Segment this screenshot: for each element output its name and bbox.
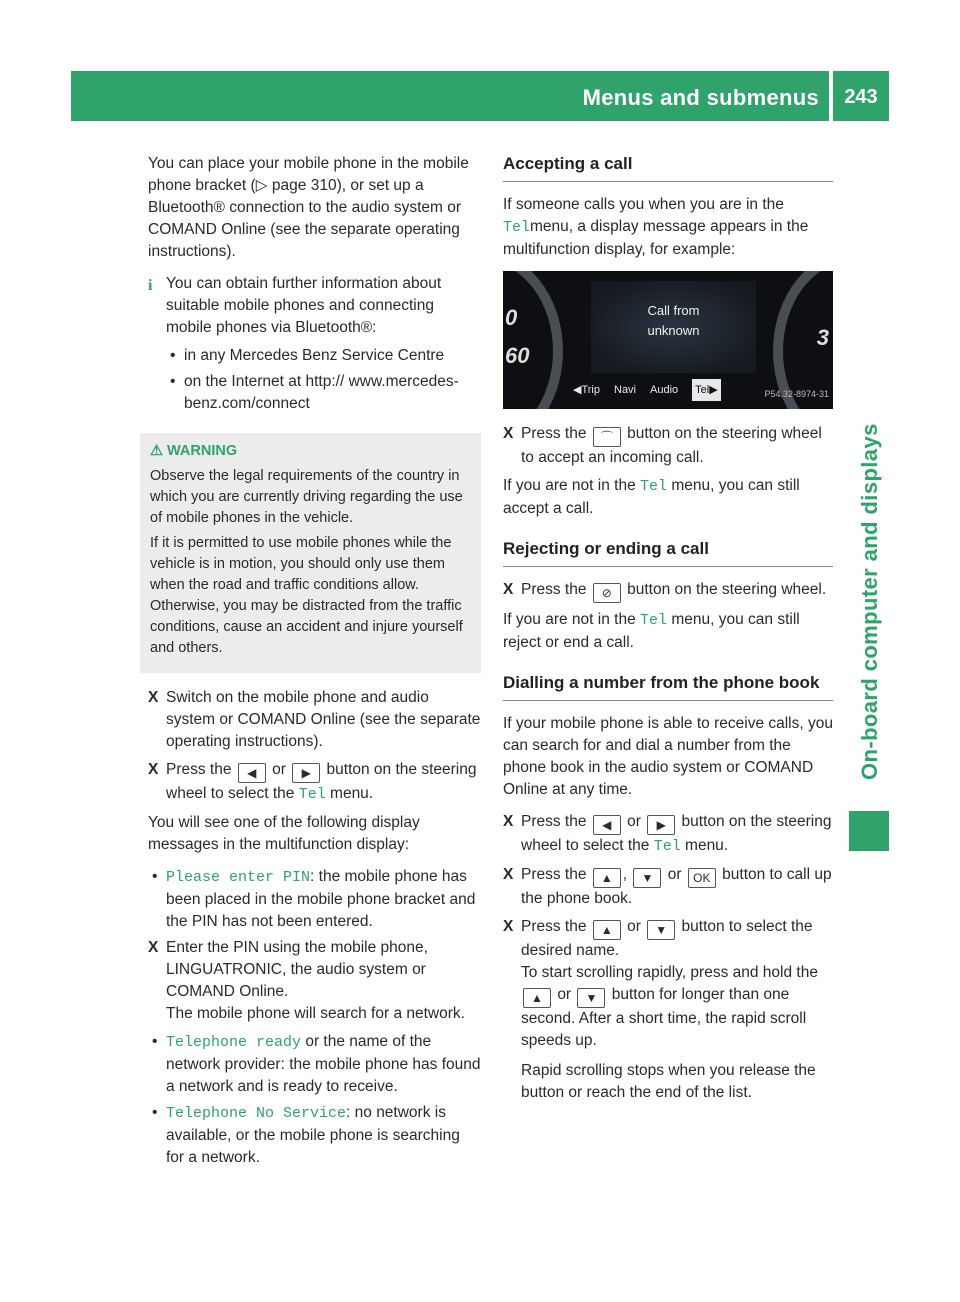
up-arrow-key-icon: ▲	[593, 868, 621, 888]
tel-menu-label: Tel	[653, 838, 681, 855]
info-bullet: • in any Mercedes Benz Service Centre	[166, 345, 481, 367]
text: If you are not in the	[503, 477, 636, 494]
step-text: button to select the desired name.	[521, 918, 813, 959]
step-text: button on the steering wheel to select the	[166, 761, 477, 802]
step-item	[503, 864, 833, 910]
step-item	[503, 916, 833, 1104]
step-text: Rapid scrolling stops when you release the button or reach the end of the list.	[521, 1062, 816, 1101]
step-text: menu.	[685, 837, 729, 854]
step-text: button on the steering wheel to accept an incoming call.	[521, 425, 822, 466]
warning-box	[140, 433, 481, 673]
tel-menu-label: Tel	[640, 612, 668, 629]
right-column	[503, 153, 833, 1110]
left-arrow-key-icon: ◀	[238, 763, 266, 783]
multifunction-display	[591, 281, 756, 373]
step-marker-icon: X	[503, 425, 514, 442]
tel-menu-label: Tel	[298, 786, 326, 803]
text: menu, you can still reject or end a call.	[503, 611, 800, 651]
display-menu-item-active: Tel▶	[692, 379, 721, 401]
step-marker-icon: X	[148, 689, 159, 706]
page-number-box	[833, 71, 889, 121]
step-item	[503, 811, 833, 858]
down-arrow-key-icon: ▼	[577, 988, 605, 1008]
gauge-number: 60	[505, 343, 530, 368]
dashboard-photo	[503, 271, 833, 409]
display-menu-item: Navi	[614, 384, 637, 396]
display-menu-item: Audio	[650, 384, 679, 396]
display-message-text: : the mobile phone has been placed in the mobile phone bracket and the PIN has not been entered.	[166, 868, 476, 930]
step-text: or	[667, 866, 682, 883]
message-bullet	[148, 1031, 481, 1098]
side-tab-square	[849, 811, 889, 851]
step-text: ,	[622, 866, 628, 883]
display-message-line: Call from	[647, 303, 700, 318]
tel-menu-label: Tel	[503, 219, 531, 236]
step-text: button to call up the phone book.	[521, 866, 832, 907]
speedometer-gauge	[503, 271, 563, 409]
step-text: Press the	[166, 761, 232, 778]
display-message-line: unknown	[647, 323, 700, 338]
phone-reject-key-icon: ⊘	[593, 583, 621, 603]
step-marker-icon: X	[503, 918, 514, 935]
left-column	[148, 153, 481, 1173]
up-arrow-key-icon: ▲	[593, 920, 621, 940]
header-bar	[71, 71, 829, 121]
step-text: or	[627, 918, 641, 935]
step-item	[148, 687, 481, 753]
page-number: 243	[844, 86, 878, 108]
step-text: or	[557, 986, 572, 1003]
step-text: Press the	[521, 866, 587, 883]
text: If you are not in the	[503, 611, 636, 628]
section-heading: Dialling a number from the phone book	[503, 672, 833, 701]
section-heading: Rejecting or ending a call	[503, 538, 833, 567]
display-menu-item: ◀Trip	[573, 384, 600, 396]
header-title: Menus and submenus	[582, 85, 819, 110]
message-bullet	[148, 866, 481, 933]
gauge-number: 0	[505, 305, 518, 330]
step-marker-icon: X	[503, 813, 514, 830]
image-code: P54.32-8974-31	[764, 389, 829, 399]
ok-key-icon: OK	[688, 868, 716, 888]
right-arrow-key-icon: ▶	[647, 815, 675, 835]
section-heading: Accepting a call	[503, 153, 833, 182]
step-text: button on the steering wheel.	[627, 581, 827, 598]
display-message-text: or the name of the network provider: the mobile phone has found a network and is ready to receive.	[166, 1033, 481, 1095]
display-message-code: Telephone ready	[166, 1034, 302, 1051]
message-bullet	[148, 1102, 481, 1169]
down-arrow-key-icon: ▼	[633, 868, 661, 888]
left-arrow-key-icon: ◀	[593, 815, 621, 835]
text: menu, a display message appears in the multifunction display, for example:	[503, 218, 809, 258]
step-text: button on the steering wheel to select the	[521, 813, 832, 854]
text: menu, you can still accept a call.	[503, 477, 800, 517]
info-note	[148, 273, 481, 339]
warning-paragraph: If it is permitted to use mobile phones while the vehicle is in motion, you should only use them when the road and traffic conditions allow. Otherwise, you may be distracted from the traffic conditions, cause an accident and injure yourself and others.	[150, 535, 463, 656]
text: If someone calls you when you are in the	[503, 196, 784, 213]
display-menu-bar	[573, 379, 721, 401]
step-text: or	[627, 813, 641, 830]
step-text: Press the	[521, 918, 587, 935]
display-message-text: : no network is available, or the mobile phone is searching for a network.	[166, 1104, 460, 1166]
display-message-code: Please enter PIN	[166, 869, 311, 886]
step-text: button for longer than one second. After a short time, the rapid scroll speeds up.	[521, 986, 807, 1049]
display-messages-intro: You will see one of the following display messages in the multifunction display:	[148, 814, 420, 853]
info-bullet: • on the Internet at http:// www.mercedes-benz.com/connect	[166, 371, 481, 415]
step-item	[148, 759, 481, 806]
display-message	[591, 301, 756, 341]
reject-note	[503, 609, 833, 654]
dial-intro: If your mobile phone is able to receive calls, you can search for and dial a number from the phone book in the audio system or COMAND Online at any time.	[503, 715, 833, 798]
warning-title	[150, 441, 471, 462]
gauge-number: 3	[816, 325, 829, 350]
phone-accept-key-icon: ⌒	[593, 427, 621, 447]
warning-title-text: WARNING	[167, 443, 238, 459]
side-tab-label: On-board computer and displays	[857, 423, 882, 780]
display-message-code: Telephone No Service	[166, 1105, 347, 1122]
up-arrow-key-icon: ▲	[523, 988, 551, 1008]
info-icon: i	[148, 277, 153, 294]
warning-paragraph: Observe the legal requirements of the country in which you are currently driving regarding the use of mobile phones in the vehicle.	[150, 468, 463, 526]
down-arrow-key-icon: ▼	[647, 920, 675, 940]
step-text: Press the	[521, 813, 587, 830]
step-marker-icon: X	[503, 581, 514, 598]
right-arrow-key-icon: ▶	[292, 763, 320, 783]
accept-note	[503, 475, 833, 520]
step-text: Switch on the mobile phone and audio system or COMAND Online (see the separate operating instructions).	[166, 689, 481, 750]
step-text: menu.	[330, 785, 374, 802]
tel-menu-label: Tel	[640, 478, 668, 495]
step-text: or	[272, 761, 286, 778]
step-text: Press the	[521, 581, 587, 598]
step-text: Press the	[521, 425, 587, 442]
step-text: To start scrolling rapidly, press and hold the	[521, 964, 818, 981]
step-item	[503, 579, 833, 603]
step-text: The mobile phone will search for a network.	[166, 1005, 465, 1022]
step-marker-icon: X	[503, 866, 514, 883]
step-item	[148, 937, 481, 1025]
step-item	[503, 423, 833, 469]
info-text: You can obtain further information about suitable mobile phones and connecting mobile phones via Bluetooth®:	[166, 275, 442, 336]
step-text: Enter the PIN using the mobile phone, LINGUATRONIC, the audio system or COMAND Online.	[166, 939, 428, 1000]
step-marker-icon: X	[148, 761, 159, 778]
step-marker-icon: X	[148, 939, 159, 956]
warning-icon: ⚠	[150, 443, 168, 459]
accept-intro	[503, 194, 833, 261]
intro-text: You can place your mobile phone in the mobile phone bracket (▷ page 310), or set up a Bluetooth® connection to the audio system or COMAND Online (see the separate operating instructions).	[148, 155, 469, 260]
